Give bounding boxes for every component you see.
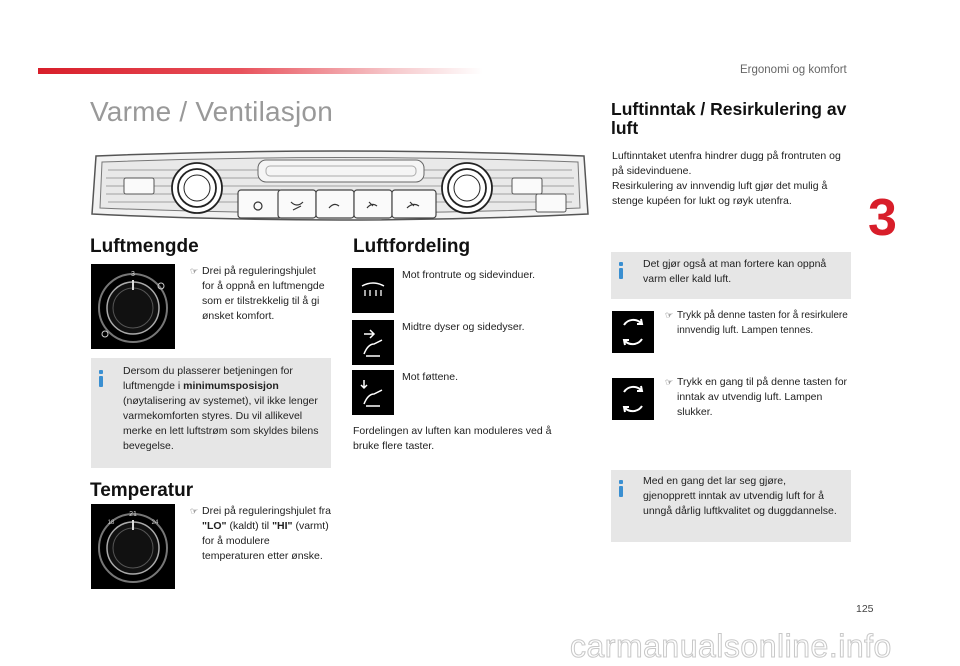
fan-dial-image xyxy=(91,264,175,349)
fan-dial-label: 3 xyxy=(131,271,135,278)
fordeling-note: Fordelingen av luften kan moduleres ved å bruke flere taster. xyxy=(353,425,552,452)
temperature-dial-image xyxy=(91,504,175,589)
watermark: carmanualsonline.info xyxy=(570,628,892,664)
info-icon xyxy=(619,262,623,266)
info-icon xyxy=(99,370,103,374)
luftmengde-bullet xyxy=(190,264,330,324)
bullet-arrow-icon: ☞ xyxy=(190,506,199,516)
temperatur-bullet xyxy=(190,504,332,564)
svg-text:21: 21 xyxy=(129,511,137,518)
recirculation-icon xyxy=(612,378,654,420)
inntak-bullet-1 xyxy=(665,308,850,338)
inntak-bullet-2 xyxy=(665,375,850,420)
info-box-inntak-2 xyxy=(611,470,851,542)
heading-temperatur: Temperatur xyxy=(90,480,194,501)
bullet-arrow-icon: ☞ xyxy=(665,310,674,320)
fordeling-item-3: Mot føttene. xyxy=(402,371,459,383)
chapter-number: 3 xyxy=(868,189,897,247)
climate-panel-illustration xyxy=(88,150,592,224)
info-text-luftmengde: Dersom du plasserer betjeningen for luftmengde i minimumsposisjon (nøytalisering av systemet), vil ikke lenger varmekomforten styres. Du vil allikevel merke en lett luftstrøm som skyldes bilens bevegelse. xyxy=(123,365,319,452)
svg-text:18: 18 xyxy=(107,520,115,526)
foot-vent-icon xyxy=(352,370,394,415)
inntak-intro: Luftinntaket utenfra hindrer dugg på frontruten og på sidevinduene. Resirkulering av innvendig luft gjør det mulig å stenge kupéen for lukt og røyk utenfra. xyxy=(612,150,841,207)
windscreen-vent-icon xyxy=(352,268,394,313)
bullet-arrow-icon: ☞ xyxy=(665,377,674,387)
fordeling-item-1: Mot frontrute og sidevinduer. xyxy=(402,269,536,281)
inntak-bullet-1-text: Trykk på denne tasten for å resirkulere innvendig luft. Lampen tennes. xyxy=(677,310,848,336)
inntak-bullet-2-text: Trykk en gang til på denne tasten for inntak av utvendig luft. Lampen slukker. xyxy=(677,376,848,418)
svg-text:24: 24 xyxy=(151,520,159,526)
temperatur-bullet-text: Drei på reguleringshjulet fra "LO" (kaldt) til "HI" (varmt) for å modulere temperaturen etter ønske. xyxy=(202,505,331,562)
luftmengde-bullet-text: Drei på reguleringshjulet for å oppnå en luftmengde som er tilstrekkelig til å gi ønsket komfort. xyxy=(202,265,325,322)
info-box-luftmengde xyxy=(91,358,331,468)
fordeling-item-2: Midtre dyser og sidedyser. xyxy=(402,321,525,333)
page-title: Varme / Ventilasjon xyxy=(90,96,333,127)
info-text-inntak-2: Med en gang det lar seg gjøre, gjenopprett inntak av utvendig luft for å unngå dårlig luftkvalitet og duggdannelse. xyxy=(643,475,837,517)
heading-luftfordeling: Luftfordeling xyxy=(353,236,471,257)
section-label: Ergonomi og komfort xyxy=(740,64,847,76)
heading-luftinntak: Luftinntak / Resirkulering av luft xyxy=(611,99,847,138)
face-vent-icon xyxy=(352,320,394,365)
info-icon xyxy=(619,480,623,484)
info-box-inntak-1 xyxy=(611,252,851,299)
info-text-inntak-1: Det gjør også at man fortere kan oppnå varm eller kald luft. xyxy=(643,258,827,285)
header-accent-bar xyxy=(38,68,483,74)
heading-luftmengde: Luftmengde xyxy=(90,236,199,257)
bullet-arrow-icon: ☞ xyxy=(190,266,199,276)
page-number: 125 xyxy=(856,603,874,615)
recirculation-icon xyxy=(612,311,654,353)
